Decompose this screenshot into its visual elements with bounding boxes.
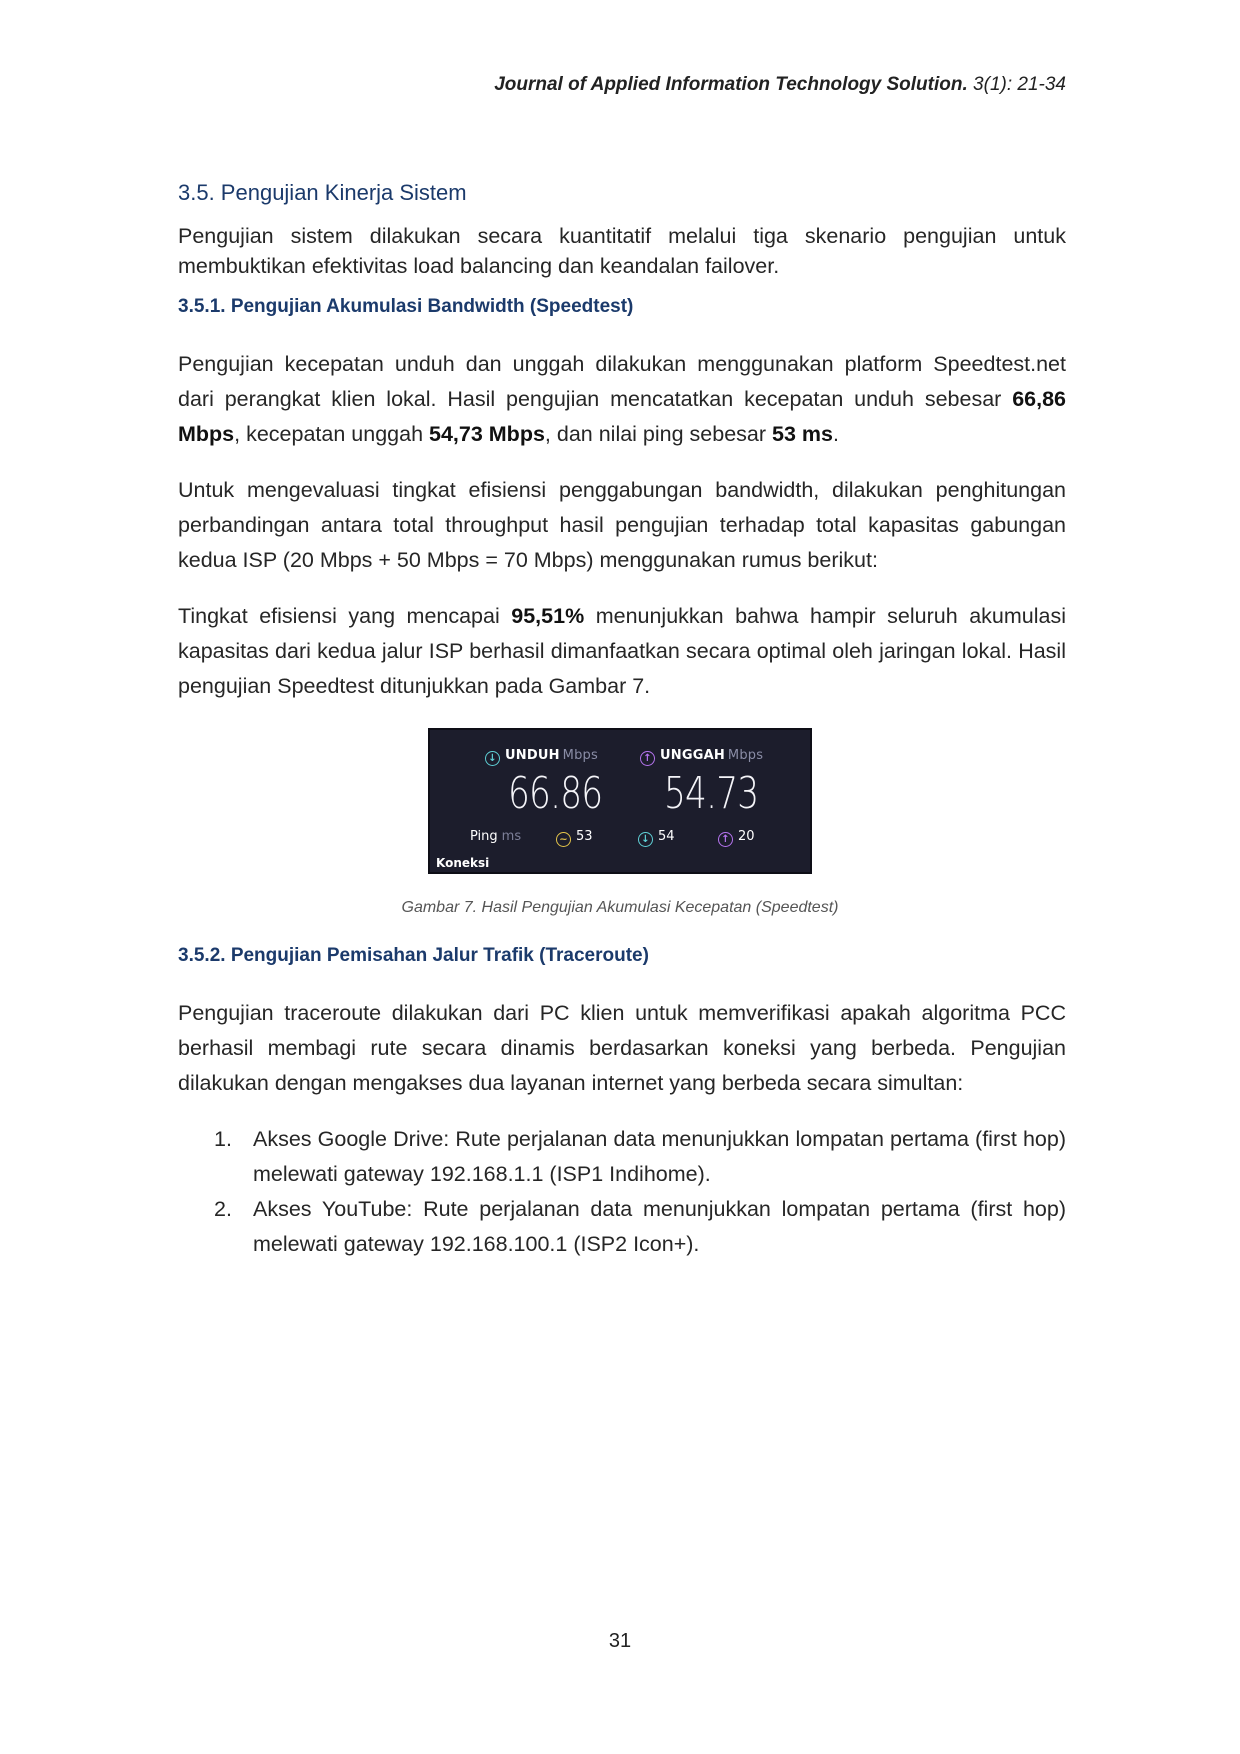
section-intro: Pengujian sistem dilakukan secara kuantitatif melalui tiga skenario pengujian untuk membuktikan efektivitas load balancing dan keandalan failover. bbox=[178, 224, 1066, 278]
download-icon: ↓ bbox=[485, 751, 500, 766]
ping-label-text: Ping bbox=[470, 829, 498, 844]
subsection-2-heading: 3.5.2. Pengujian Pemisahan Jalur Trafik (Traceroute) bbox=[178, 945, 649, 966]
section-heading: 3.5. Pengujian Kinerja Sistem bbox=[178, 180, 467, 205]
ping-download-value: 54 bbox=[658, 829, 675, 844]
paragraph-efficiency-result bbox=[178, 599, 1066, 704]
upload-icon: ↑ bbox=[640, 751, 655, 766]
paragraph-speedtest-results bbox=[178, 347, 1066, 452]
paragraph-efficiency: Untuk mengevaluasi tingkat efisiensi penggabungan bandwidth, dilakukan penghitungan perbandingan antara total throughput hasil pengujian terhadap total kapasitas gabungan kedua ISP (20 Mbps + 50 Mbps = 70 Mbps) menggunakan rumus berikut: bbox=[178, 478, 1066, 572]
list-item bbox=[178, 1122, 1066, 1192]
ping-upload-value: 20 bbox=[738, 829, 755, 844]
text-run: . bbox=[832, 422, 839, 446]
list-item-number: 2. bbox=[214, 1197, 232, 1221]
running-header bbox=[494, 74, 1066, 96]
connections-label: Koneksi bbox=[436, 856, 490, 870]
paragraph-traceroute: Pengujian traceroute dilakukan dari PC klien untuk memverifikasi apakah algoritma PCC berhasil membagi rute secara dinamis berdasarkan koneksi yang berbeda. Pengujian dilakukan dengan mengakses dua layanan internet yang berbeda secara simultan: bbox=[178, 1001, 1066, 1095]
upload-label bbox=[640, 748, 763, 766]
download-icon: ↓ bbox=[638, 832, 653, 847]
download-speed-readout: 66.86 bbox=[508, 768, 603, 819]
efficiency-value: 95,51% bbox=[511, 604, 585, 628]
speedtest-screenshot bbox=[428, 728, 812, 874]
upload-speed-readout: 54.73 bbox=[664, 768, 759, 819]
text-run: , kecepatan unggah bbox=[234, 422, 429, 446]
download-label bbox=[485, 748, 598, 766]
list-item bbox=[178, 1192, 1066, 1262]
ping-upload bbox=[718, 829, 755, 847]
figure-caption: Gambar 7. Hasil Pengujian Akumulasi Kecepatan (Speedtest) bbox=[401, 899, 839, 916]
ping-label bbox=[470, 829, 521, 844]
traceroute-list bbox=[178, 1122, 1066, 1262]
journal-title: Journal of Applied Information Technology Solution. bbox=[494, 74, 968, 95]
list-item-text: Akses Google Drive: Rute perjalanan data menunjukkan lompatan pertama (first hop) melewati gateway 192.168.1.1 (ISP1 Indihome). bbox=[253, 1127, 1066, 1186]
ping-icon: ~ bbox=[556, 832, 571, 847]
upload-unit: Mbps bbox=[727, 748, 764, 763]
text-run: , dan nilai ping sebesar bbox=[544, 422, 773, 446]
subsection-1-heading: 3.5.1. Pengujian Akumulasi Bandwidth (Speedtest) bbox=[178, 296, 634, 317]
download-label-text: UNDUH bbox=[505, 748, 560, 763]
download-unit: Mbps bbox=[562, 748, 598, 763]
list-item-number: 1. bbox=[214, 1127, 232, 1151]
upload-label-text: UNGGAH bbox=[660, 748, 725, 763]
ping-value: 53 ms bbox=[772, 422, 833, 446]
upload-speed-value: 54,73 Mbps bbox=[429, 422, 545, 446]
ping-idle-value: 53 bbox=[576, 829, 593, 844]
text-run: Pengujian kecepatan unduh dan unggah dilakukan menggunakan platform Speedtest.net dari perangkat klien lokal. Hasil pengujian mencatatkan kecepatan unduh sebesar bbox=[178, 352, 1066, 411]
text-run: Tingkat efisiensi yang mencapai bbox=[178, 604, 512, 628]
journal-volume: 3(1): 21-34 bbox=[973, 74, 1066, 95]
ping-idle bbox=[556, 829, 593, 847]
download-speed-value: 66,86 Mbps bbox=[178, 387, 1066, 446]
list-item-text: Akses YouTube: Rute perjalanan data menunjukkan lompatan pertama (first hop) melewati gateway 192.168.100.1 (ISP2 Icon+). bbox=[253, 1197, 1066, 1256]
ping-download bbox=[638, 829, 675, 847]
ping-unit: ms bbox=[501, 829, 522, 844]
text-run: menunjukkan bahwa hampir seluruh akumulasi kapasitas dari kedua jalur ISP berhasil dimanfaatkan secara optimal oleh jaringan lokal. Hasil pengujian Speedtest ditunjukkan pada Gambar 7. bbox=[178, 604, 1066, 698]
upload-icon: ↑ bbox=[718, 832, 733, 847]
page-number: 31 bbox=[608, 1630, 632, 1652]
